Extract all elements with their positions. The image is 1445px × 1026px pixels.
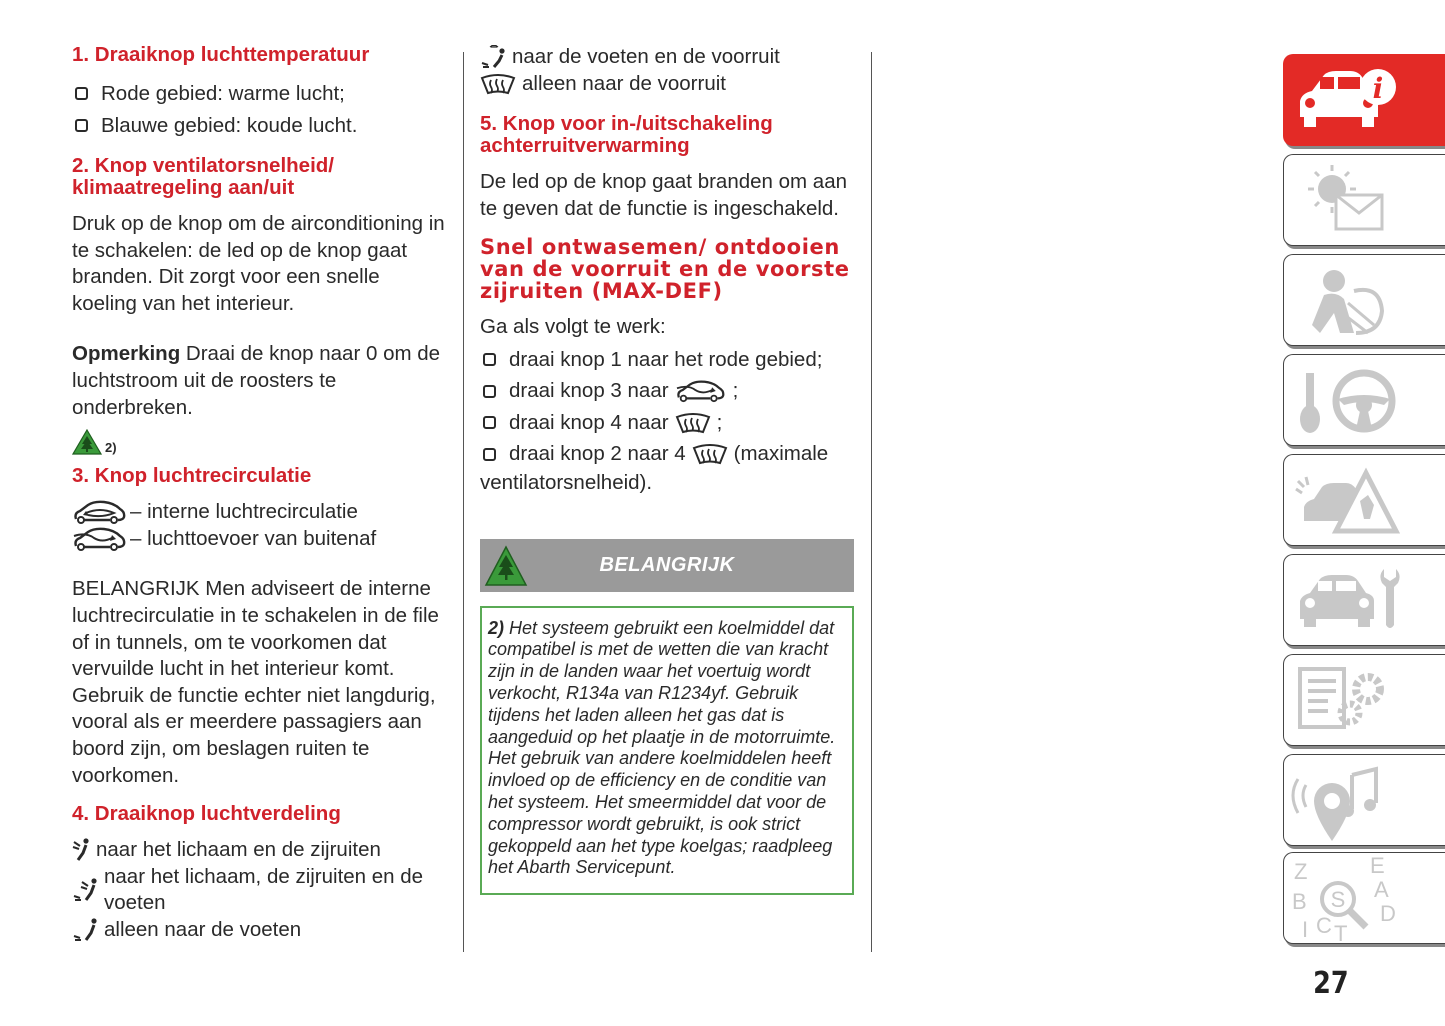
dist-row-1 xyxy=(72,837,450,864)
bullet-square-icon xyxy=(75,119,88,132)
heading-max-def: Snel ontwasemen/ ontdooien van de voorruit en de voorste zijruiten (MAX-DEF) xyxy=(480,235,850,304)
recirc-internal-row xyxy=(72,499,450,526)
heading-fan-speed: 2. Knop ventilatorsnelheid/ klimaatregeling aan/uit xyxy=(72,154,334,199)
bullet-square-icon xyxy=(483,448,496,461)
note-text: Draai de knop naar 0 om de luchtstroom uit de roosters te onderbreken. xyxy=(72,342,441,419)
svg-text:I: I xyxy=(1302,917,1309,942)
fresh-air-icon xyxy=(72,526,128,552)
tab-safety[interactable] xyxy=(1283,254,1445,346)
important-box-title: BELANGRIJK xyxy=(599,553,735,576)
list-item xyxy=(72,78,450,110)
tab-starting-driving[interactable] xyxy=(1283,354,1445,446)
heading-rear-defrost: 5. Knop voor in-/uitschakeling achterruitverwarming xyxy=(480,112,773,158)
step-1 xyxy=(480,344,856,376)
left-column xyxy=(72,44,450,943)
tab-multimedia[interactable] xyxy=(1283,754,1445,846)
tab-index[interactable] xyxy=(1283,852,1445,944)
dist1-label: naar het lichaam en de zijruiten xyxy=(96,838,381,862)
dist5-label: alleen naar de voorruit xyxy=(522,71,726,95)
index-icon xyxy=(1284,853,1445,945)
svg-text:A: A xyxy=(1374,877,1389,902)
bullet-square-icon xyxy=(483,353,496,366)
recirc-external-label: – luchttoevoer van buitenaf xyxy=(130,526,377,550)
dist-row-4 xyxy=(480,44,856,71)
emergency-icon xyxy=(1284,455,1445,547)
note-label: Opmerking xyxy=(72,342,181,366)
step-4-continued: ventilatorsnelheid). xyxy=(480,470,653,494)
list-item-text: Blauwe gebied: koude lucht. xyxy=(101,113,358,137)
dist-row-2 xyxy=(72,864,450,917)
list-item xyxy=(72,110,450,142)
paragraph-aircon: Druk op de knop om de airconditioning in te schakelen: de led op de knop gaat branden. Dit zorgt voor een snelle koeling van het interieur. xyxy=(72,212,445,315)
column-divider xyxy=(871,52,872,952)
bullet-square-icon xyxy=(483,385,496,398)
recirculation-internal-icon xyxy=(72,499,128,525)
key-steering-icon xyxy=(1284,355,1445,447)
svg-text:E: E xyxy=(1370,853,1385,878)
airbag-seat-icon xyxy=(1284,255,1445,347)
important-note-box xyxy=(480,606,854,896)
heading-recirculation: 3. Knop luchtrecirculatie xyxy=(72,464,312,488)
note-body: Het systeem gebruikt een koelmiddel dat compatibel is met de wetten die van kracht zijn in de landen waar het voertuig wordt verkocht, R134a van R1234yf. Gebruik tijdens het laden alleen het gas dat is aangeduid op het plaatje in de motorruimte. Het gebruik van andere koelmiddelen heeft invloed op de efficiency en de conditie van het systeem. Het smeermiddel dat voor de compressor wordt gebruikt, is ook strict gekoppeld aan het type koelgas; raadpleeg het Abarth Servicepunt. xyxy=(488,617,836,878)
note-number: 2) xyxy=(488,617,505,638)
dist-row-5 xyxy=(480,71,856,98)
heading-temperature: 1. Draaiknop luchttemperatuur xyxy=(72,43,370,66)
warning-tree-icon xyxy=(72,429,102,455)
paragraph-important: BELANGRIJK Men adviseert de interne luchtrecirculatie in te schakelen in de file of in tunnels, om te voorkomen dat vervuilde lucht in het interieur komt. Gebruik de functie echter niet langdurig, vooral als er meerdere passagiers aan boord zijn, om beslagen ruiten te voorkomen. xyxy=(72,577,439,787)
recirc-internal-label: – interne luchtrecirculatie xyxy=(130,500,358,524)
middle-column xyxy=(480,44,856,895)
recirc-external-row xyxy=(72,526,450,553)
windshield-defrost-icon xyxy=(480,72,516,96)
dist-row-3 xyxy=(72,917,450,944)
airflow-feet-icon xyxy=(72,918,102,942)
dist2-label: naar het lichaam, de zijruiten en de voeten xyxy=(104,864,424,915)
lights-mail-icon xyxy=(1284,155,1445,247)
windshield-defrost-icon xyxy=(692,442,728,466)
paragraph-note xyxy=(72,341,450,421)
car-info-icon xyxy=(1284,55,1445,147)
step-2 xyxy=(480,375,856,407)
dist4-label: naar de voeten en de voorruit xyxy=(512,45,780,68)
windshield-defrost-icon xyxy=(675,411,711,435)
svg-text:T: T xyxy=(1334,921,1348,945)
page-number: 27 xyxy=(1313,966,1349,1001)
airflow-body-feet-icon xyxy=(72,878,102,902)
list-item-text: Rode gebied: warme lucht; xyxy=(101,82,345,105)
column-divider xyxy=(463,52,464,952)
tab-car-info[interactable] xyxy=(1283,54,1445,146)
paragraph-led: De led op de knop gaat branden om aan te geven dat de functie is ingeschakeld. xyxy=(480,170,847,220)
step-1-text: draai knop 1 naar het rode gebied; xyxy=(509,347,823,371)
step-4-end: (maximale xyxy=(733,442,829,466)
important-box-header xyxy=(480,539,854,592)
tab-maintenance[interactable] xyxy=(1283,554,1445,646)
svg-text:C: C xyxy=(1316,913,1332,938)
step-4 xyxy=(480,438,856,470)
heading-air-distribution: 4. Draaiknop luchtverdeling xyxy=(72,802,341,826)
step-2-end: ; xyxy=(732,379,739,403)
paragraph-steps-intro: Ga als volgt te werk: xyxy=(480,315,666,339)
specs-gear-icon xyxy=(1284,655,1445,747)
warning-reference xyxy=(72,427,450,455)
step-3-end: ; xyxy=(716,410,723,434)
warning-ref-number: 2) xyxy=(105,440,117,456)
airflow-body-icon xyxy=(72,838,94,862)
airflow-feet-windshield-icon xyxy=(480,45,510,69)
warning-tree-icon xyxy=(484,545,528,587)
car-maintenance-icon xyxy=(1284,555,1445,647)
step-3 xyxy=(480,407,856,439)
svg-text:S: S xyxy=(1330,887,1346,912)
svg-text:Z: Z xyxy=(1294,859,1308,884)
step-3-text: draai knop 4 naar xyxy=(509,410,669,434)
dist3-label: alleen naar de voeten xyxy=(104,917,302,941)
bullet-square-icon xyxy=(75,87,88,100)
tab-technical-data[interactable] xyxy=(1283,654,1445,746)
svg-text:i: i xyxy=(1372,72,1384,105)
step-4-text: draai knop 2 naar 4 xyxy=(509,442,686,466)
bullet-square-icon xyxy=(483,416,496,429)
step-2-text: draai knop 3 naar xyxy=(509,379,669,403)
fresh-air-icon xyxy=(673,379,729,403)
svg-text:D: D xyxy=(1380,901,1396,926)
tab-emergency[interactable] xyxy=(1283,454,1445,546)
tab-lights-mail[interactable] xyxy=(1283,154,1445,246)
svg-text:B: B xyxy=(1292,889,1307,914)
multimedia-icon xyxy=(1284,755,1445,847)
